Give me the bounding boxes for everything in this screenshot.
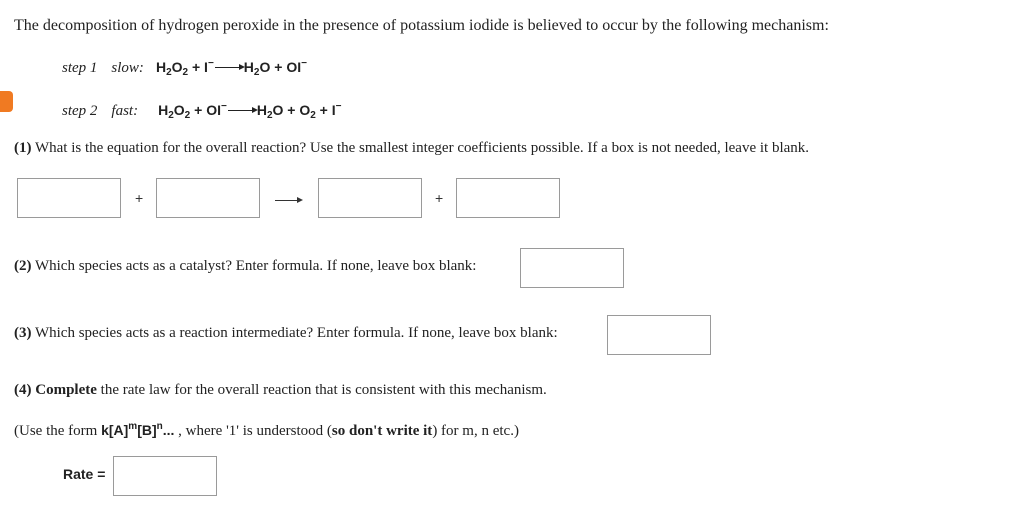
step-2-label: step 2 [62, 103, 98, 119]
rate-law-instructions: (Use the form $k[A]^m[B]^n$... , where '1' is understood (so don't write it) for m, n etc.) [14, 421, 519, 439]
reactant-1-input[interactable] [18, 179, 120, 217]
question-4-complete: Complete [31, 382, 97, 398]
intro-text: The decomposition of hydrogen peroxide in the presence of potassium iodide is believed to occur by the following mechanism: [14, 17, 829, 34]
reactant-2-box[interactable] [156, 178, 260, 218]
step-2-equation: $H_2O_2 + OI^-$ $H_2O + O_2 + I^-$ [158, 101, 342, 121]
question-4 [14, 382, 547, 399]
rate-label: Rate = [63, 466, 106, 482]
reaction-arrow-icon [215, 67, 243, 68]
rate-law-box[interactable] [113, 456, 217, 496]
catalyst-box[interactable] [520, 248, 624, 288]
question-1 [14, 140, 809, 157]
question-2-text: Which species acts as a catalyst? Enter formula. If none, leave box blank: [31, 258, 477, 274]
mechanism-step-1 [62, 58, 307, 78]
step-1-label: step 1 [62, 60, 98, 76]
question-3-text: Which species acts as a reaction intermediate? Enter formula. If none, leave box blank: [31, 325, 558, 341]
reactant-2-input[interactable] [157, 179, 259, 217]
question-3-number: (3) [14, 325, 32, 341]
reaction-arrow-icon [228, 110, 256, 111]
product-2-box[interactable] [456, 178, 560, 218]
question-1-text: What is the equation for the overall reaction? Use the smallest integer coefficients possible. If a box is not needed, leave it blank. [31, 140, 810, 156]
question-1-number: (1) [14, 140, 32, 156]
mechanism-step-2 [62, 101, 342, 121]
plus-sign-1: + [135, 190, 144, 206]
dont-write-note: so don't write it [331, 423, 433, 439]
question-2 [14, 258, 476, 275]
question-4-number: (4) [14, 382, 32, 398]
product-1-input[interactable] [319, 179, 421, 217]
intermediate-input[interactable] [608, 316, 710, 354]
plus-sign-2: + [435, 190, 444, 206]
step-1-speed: slow: [111, 60, 144, 76]
reactant-1-box[interactable] [17, 178, 121, 218]
question-2-number: (2) [14, 258, 32, 274]
step-1-equation: $H_2O_2 + I^-$ $H_2O + OI^-$ [155, 58, 307, 78]
rate-form-expression: $k[A]^m[B]^n$... [101, 421, 175, 438]
question-3 [14, 325, 558, 342]
product-1-box[interactable] [318, 178, 422, 218]
question-4-text: the rate law for the overall reaction that is consistent with this mechanism. [96, 382, 547, 398]
step-2-speed: fast: [111, 103, 139, 119]
rate-law-input[interactable] [114, 457, 216, 495]
intermediate-box[interactable] [607, 315, 711, 355]
tab-marker[interactable] [0, 91, 13, 112]
overall-reaction-arrow-icon [275, 200, 301, 201]
catalyst-input[interactable] [521, 249, 623, 287]
product-2-input[interactable] [457, 179, 559, 217]
